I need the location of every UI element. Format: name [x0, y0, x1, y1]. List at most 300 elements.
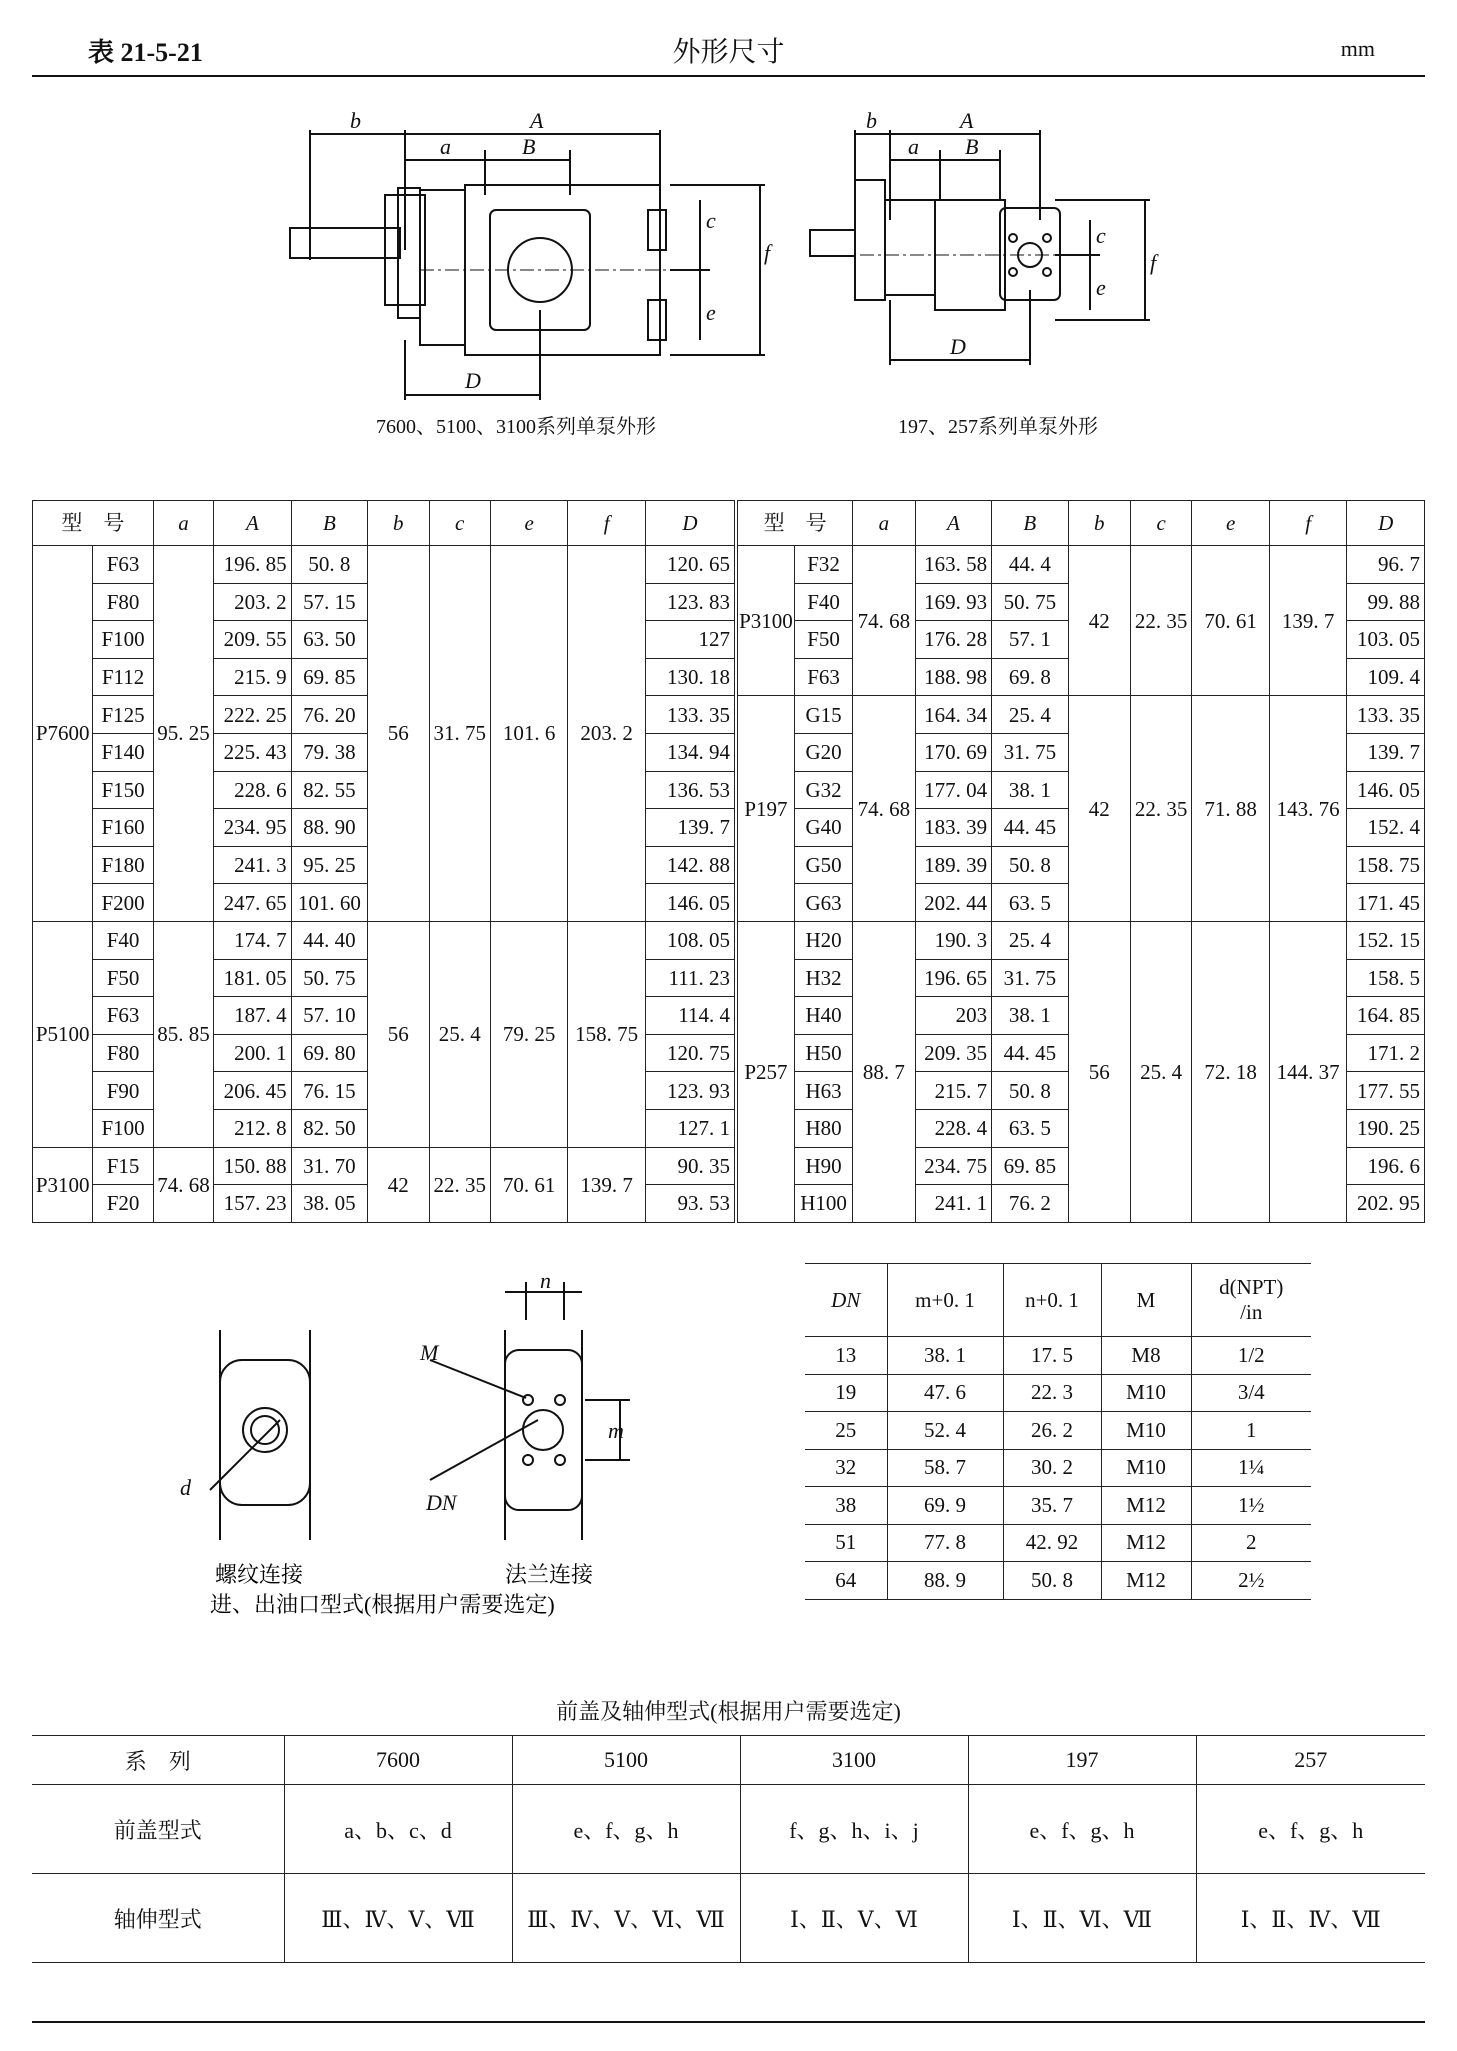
code-cell: F50 [794, 621, 852, 659]
B-cell: 50. 75 [992, 583, 1068, 621]
col-D: D [1347, 501, 1425, 546]
page-title: 外形尺寸 [672, 37, 785, 68]
e-cell: 71. 88 [1192, 696, 1270, 922]
c-cell: 25. 4 [429, 921, 490, 1147]
col-c: c [1130, 501, 1191, 546]
code-cell: F63 [794, 658, 852, 696]
A-cell: 228. 4 [915, 1109, 991, 1147]
cover-cell: 系 列 [32, 1736, 284, 1785]
D-cell: 158. 5 [1347, 959, 1425, 997]
col-m: m+0. 1 [887, 1264, 1003, 1337]
svg-text:a: a [908, 134, 919, 159]
port-cell: 1 [1191, 1412, 1311, 1450]
A-cell: 189. 39 [915, 846, 991, 884]
f-cell: 158. 75 [568, 921, 646, 1147]
f-cell: 139. 7 [568, 1147, 646, 1222]
code-cell: F32 [794, 546, 852, 584]
a-cell: 74. 68 [853, 696, 915, 922]
col-B: B [291, 501, 367, 546]
D-cell: 130. 18 [645, 658, 736, 696]
code-cell: H100 [794, 1185, 852, 1223]
code-cell: F90 [93, 1072, 153, 1110]
code-cell: F15 [93, 1147, 153, 1185]
svg-text:A: A [960, 108, 974, 133]
B-cell: 57. 1 [992, 621, 1068, 659]
code-cell: F100 [93, 621, 153, 659]
B-cell: 76. 2 [992, 1185, 1068, 1223]
table-row [805, 1524, 1311, 1562]
cover-cell: Ⅰ、Ⅱ、Ⅴ、Ⅵ [740, 1874, 968, 1963]
c-cell: 22. 35 [1130, 546, 1191, 696]
cover-cell: a、b、c、d [284, 1785, 512, 1874]
table-row [805, 1449, 1311, 1487]
code-cell: F50 [93, 959, 153, 997]
D-cell: 142. 88 [645, 846, 736, 884]
svg-text:B: B [522, 134, 536, 159]
a-cell: 95. 25 [153, 546, 213, 922]
cover-cell: 197 [968, 1736, 1196, 1785]
left-drawing-caption: 7600、5100、3100系列单泵外形 [376, 416, 656, 438]
port-cell: M10 [1101, 1449, 1191, 1487]
D-cell: 127. 1 [645, 1109, 736, 1147]
code-cell: F40 [794, 583, 852, 621]
B-cell: 63. 5 [992, 1109, 1068, 1147]
A-cell: 202. 44 [915, 884, 991, 922]
model-cell: P3100 [736, 546, 794, 696]
model-cell: P5100 [33, 921, 93, 1147]
D-cell: 108. 05 [645, 921, 736, 959]
col-a: a [853, 501, 915, 546]
a-cell: 85. 85 [153, 921, 213, 1147]
table-row [805, 1412, 1311, 1450]
A-cell: 215. 9 [214, 658, 292, 696]
port-cell: 2½ [1191, 1562, 1311, 1600]
code-cell: F20 [93, 1185, 153, 1223]
cover-cell: f、g、h、i、j [740, 1785, 968, 1874]
B-cell: 44. 45 [992, 1034, 1068, 1072]
table-row [33, 696, 1425, 734]
port-cell: 22. 3 [1003, 1374, 1101, 1412]
e-cell: 70. 61 [490, 1147, 568, 1222]
B-cell: 31. 75 [992, 733, 1068, 771]
B-cell: 50. 75 [291, 959, 367, 997]
code-cell: F140 [93, 733, 153, 771]
a-cell: 74. 68 [153, 1147, 213, 1222]
D-cell: 171. 45 [1347, 884, 1425, 922]
code-cell: H63 [794, 1072, 852, 1110]
D-cell: 158. 75 [1347, 846, 1425, 884]
port-cell: 17. 5 [1003, 1337, 1101, 1375]
col-e: e [490, 501, 568, 546]
col-B: B [992, 501, 1068, 546]
D-cell: 139. 7 [1347, 733, 1425, 771]
port-cell: 1/2 [1191, 1337, 1311, 1375]
port-cell: M12 [1101, 1487, 1191, 1525]
code-cell: H32 [794, 959, 852, 997]
port-cell: M10 [1101, 1412, 1191, 1450]
B-cell: 38. 05 [291, 1185, 367, 1223]
B-cell: 50. 8 [992, 846, 1068, 884]
port-cell: 25 [805, 1412, 887, 1450]
A-cell: 187. 4 [214, 997, 292, 1035]
unit-label: mm [1340, 36, 1375, 61]
code-cell: H80 [794, 1109, 852, 1147]
D-cell: 177. 55 [1347, 1072, 1425, 1110]
svg-text:D: D [465, 368, 481, 393]
B-cell: 25. 4 [992, 921, 1068, 959]
B-cell: 82. 55 [291, 771, 367, 809]
D-cell: 196. 6 [1347, 1147, 1425, 1185]
svg-text:f: f [764, 240, 771, 265]
b-cell: 42 [368, 1147, 429, 1222]
B-cell: 44. 40 [291, 921, 367, 959]
A-cell: 181. 05 [214, 959, 292, 997]
D-cell: 123. 93 [645, 1072, 736, 1110]
D-cell: 103. 05 [1347, 621, 1425, 659]
port-cell: M12 [1101, 1562, 1191, 1600]
e-cell: 70. 61 [1192, 546, 1270, 696]
table-row [32, 1874, 1425, 1963]
D-cell: 136. 53 [645, 771, 736, 809]
D-cell: 120. 65 [645, 546, 736, 584]
footer-rule [32, 2021, 1425, 2023]
port-cell: 2 [1191, 1524, 1311, 1562]
port-cell: 19 [805, 1374, 887, 1412]
c-cell: 25. 4 [1130, 921, 1191, 1222]
code-cell: G20 [794, 733, 852, 771]
A-cell: 196. 65 [915, 959, 991, 997]
cover-cell: 3100 [740, 1736, 968, 1785]
col-e: e [1192, 501, 1270, 546]
port-cell: 38 [805, 1487, 887, 1525]
cover-caption: 前盖及轴伸型式(根据用户需要选定) [556, 1699, 901, 1724]
svg-text:d: d [180, 1475, 191, 1500]
port-cell: 47. 6 [887, 1374, 1003, 1412]
col-d-npt: d(NPT) /in [1191, 1264, 1311, 1337]
D-cell: 111. 23 [645, 959, 736, 997]
port-cell: 38. 1 [887, 1337, 1003, 1375]
dims-header-row [33, 501, 1425, 546]
port-cell: 30. 2 [1003, 1449, 1101, 1487]
table-row [805, 1487, 1311, 1525]
A-cell: 163. 58 [915, 546, 991, 584]
port-cell: M8 [1101, 1337, 1191, 1375]
port-cell: 88. 9 [887, 1562, 1003, 1600]
col-a: a [153, 501, 213, 546]
D-cell: 123. 83 [645, 583, 736, 621]
A-cell: 212. 8 [214, 1109, 292, 1147]
code-cell: F150 [93, 771, 153, 809]
A-cell: 157. 23 [214, 1185, 292, 1223]
code-cell: G63 [794, 884, 852, 922]
table-number: 表 21-5-21 [88, 38, 203, 67]
header-rule [32, 75, 1425, 77]
port-cell: 42. 92 [1003, 1524, 1101, 1562]
col-b: b [368, 501, 429, 546]
D-cell: 134. 94 [645, 733, 736, 771]
cover-cell: Ⅲ、Ⅳ、Ⅴ、Ⅶ [284, 1874, 512, 1963]
D-cell: 127 [645, 621, 736, 659]
svg-text:b: b [866, 108, 877, 133]
col-f: f [1269, 501, 1347, 546]
port-type-drawing [160, 1268, 624, 1650]
A-cell: 206. 45 [214, 1072, 292, 1110]
code-cell: F180 [93, 846, 153, 884]
table-row [805, 1562, 1311, 1600]
f-cell: 143. 76 [1269, 696, 1347, 922]
dimensions-table [32, 500, 1425, 1223]
port-cell: 64 [805, 1562, 887, 1600]
svg-text:e: e [1096, 275, 1106, 300]
model-cell: P257 [736, 921, 794, 1222]
col-M: M [1101, 1264, 1191, 1337]
B-cell: 57. 15 [291, 583, 367, 621]
B-cell: 69. 80 [291, 1034, 367, 1072]
col-model: 型 号 [33, 501, 154, 546]
svg-text:A: A [530, 108, 544, 133]
A-cell: 150. 88 [214, 1147, 292, 1185]
code-cell: F63 [93, 997, 153, 1035]
port-cell: 58. 7 [887, 1449, 1003, 1487]
B-cell: 63. 50 [291, 621, 367, 659]
B-cell: 76. 20 [291, 696, 367, 734]
b-cell: 56 [368, 921, 429, 1147]
svg-text:c: c [1096, 223, 1106, 248]
code-cell: G40 [794, 809, 852, 847]
svg-text:n: n [540, 1268, 551, 1293]
model-cell: P7600 [33, 546, 93, 922]
svg-text:f: f [1150, 250, 1157, 275]
cover-cell: 前盖型式 [32, 1785, 284, 1874]
B-cell: 101. 60 [291, 884, 367, 922]
B-cell: 69. 85 [291, 658, 367, 696]
A-cell: 234. 75 [915, 1147, 991, 1185]
code-cell: H40 [794, 997, 852, 1035]
col-D: D [645, 501, 736, 546]
svg-text:m: m [608, 1418, 624, 1443]
B-cell: 25. 4 [992, 696, 1068, 734]
port-cell: 1¼ [1191, 1449, 1311, 1487]
D-cell: 99. 88 [1347, 583, 1425, 621]
code-cell: F200 [93, 884, 153, 922]
B-cell: 79. 38 [291, 733, 367, 771]
c-cell: 31. 75 [429, 546, 490, 922]
c-cell: 22. 35 [1130, 696, 1191, 922]
B-cell: 69. 85 [992, 1147, 1068, 1185]
cover-shaft-table [32, 1735, 1425, 1963]
D-cell: 190. 25 [1347, 1109, 1425, 1147]
A-cell: 234. 95 [214, 809, 292, 847]
code-cell: F160 [93, 809, 153, 847]
a-cell: 74. 68 [853, 546, 915, 696]
A-cell: 215. 7 [915, 1072, 991, 1110]
B-cell: 50. 8 [291, 546, 367, 584]
A-cell: 200. 1 [214, 1034, 292, 1072]
table-row [33, 921, 1425, 959]
cover-cell: 5100 [512, 1736, 740, 1785]
D-cell: 171. 2 [1347, 1034, 1425, 1072]
D-cell: 146. 05 [645, 884, 736, 922]
D-cell: 109. 4 [1347, 658, 1425, 696]
f-cell: 139. 7 [1269, 546, 1347, 696]
code-cell: F63 [93, 546, 153, 584]
D-cell: 133. 35 [645, 696, 736, 734]
port-caption: 进、出油口型式(根据用户需要选定) [210, 1592, 555, 1617]
table-row [32, 1785, 1425, 1874]
right-drawing-caption: 197、257系列单泵外形 [898, 416, 1098, 438]
code-cell: F80 [93, 1034, 153, 1072]
svg-text:B: B [965, 134, 979, 159]
code-cell: H90 [794, 1147, 852, 1185]
D-cell: 96. 7 [1347, 546, 1425, 584]
D-cell: 202. 95 [1347, 1185, 1425, 1223]
b-cell: 56 [1068, 921, 1130, 1222]
A-cell: 241. 1 [915, 1185, 991, 1223]
svg-text:c: c [706, 208, 716, 233]
b-cell: 42 [1068, 696, 1130, 922]
D-cell: 152. 4 [1347, 809, 1425, 847]
port-cell: 32 [805, 1449, 887, 1487]
svg-text:e: e [706, 300, 716, 325]
e-cell: 79. 25 [490, 921, 568, 1147]
pump-drawing-7600-5100-3100 [290, 110, 790, 410]
D-cell: 93. 53 [645, 1185, 736, 1223]
A-cell: 190. 3 [915, 921, 991, 959]
port-table [805, 1263, 1311, 1600]
A-cell: 177. 04 [915, 771, 991, 809]
cover-cell: e、f、g、h [1196, 1785, 1425, 1874]
cover-cell: Ⅰ、Ⅱ、Ⅳ、Ⅶ [1196, 1874, 1425, 1963]
D-cell: 152. 15 [1347, 921, 1425, 959]
D-cell: 133. 35 [1347, 696, 1425, 734]
B-cell: 31. 70 [291, 1147, 367, 1185]
B-cell: 57. 10 [291, 997, 367, 1035]
svg-text:D: D [950, 334, 966, 359]
code-cell: F40 [93, 921, 153, 959]
A-cell: 164. 34 [915, 696, 991, 734]
code-cell: H20 [794, 921, 852, 959]
A-cell: 188. 98 [915, 658, 991, 696]
D-cell: 120. 75 [645, 1034, 736, 1072]
cover-cell: Ⅲ、Ⅳ、Ⅴ、Ⅵ、Ⅶ [512, 1874, 740, 1963]
port-cell: 1½ [1191, 1487, 1311, 1525]
svg-text:b: b [350, 108, 361, 133]
threaded-label: 螺纹连接 [215, 1562, 304, 1587]
table-row [805, 1374, 1311, 1412]
B-cell: 63. 5 [992, 884, 1068, 922]
B-cell: 44. 45 [992, 809, 1068, 847]
port-cell: 52. 4 [887, 1412, 1003, 1450]
col-A: A [915, 501, 991, 546]
D-cell: 139. 7 [645, 809, 736, 847]
svg-text:DN: DN [426, 1490, 457, 1515]
c-cell: 22. 35 [429, 1147, 490, 1222]
A-cell: 209. 55 [214, 621, 292, 659]
col-A: A [214, 501, 292, 546]
A-cell: 209. 35 [915, 1034, 991, 1072]
port-cell: 51 [805, 1524, 887, 1562]
code-cell: F100 [93, 1109, 153, 1147]
D-cell: 114. 4 [645, 997, 736, 1035]
table-row [33, 546, 1425, 584]
col-f: f [568, 501, 646, 546]
pump-drawing-197-257 [800, 110, 1180, 380]
cover-cell: Ⅰ、Ⅱ、Ⅵ、Ⅶ [968, 1874, 1196, 1963]
col-c: c [429, 501, 490, 546]
f-cell: 203. 2 [568, 546, 646, 922]
D-cell: 146. 05 [1347, 771, 1425, 809]
svg-text:a: a [440, 134, 451, 159]
f-cell: 144. 37 [1269, 921, 1347, 1222]
model-cell: P3100 [33, 1147, 93, 1222]
A-cell: 228. 6 [214, 771, 292, 809]
A-cell: 170. 69 [915, 733, 991, 771]
B-cell: 88. 90 [291, 809, 367, 847]
code-cell: H50 [794, 1034, 852, 1072]
model-cell: P197 [736, 696, 794, 922]
B-cell: 69. 8 [992, 658, 1068, 696]
cover-cell: e、f、g、h [512, 1785, 740, 1874]
port-cell: 13 [805, 1337, 887, 1375]
A-cell: 203 [915, 997, 991, 1035]
B-cell: 76. 15 [291, 1072, 367, 1110]
b-cell: 56 [368, 546, 429, 922]
A-cell: 241. 3 [214, 846, 292, 884]
B-cell: 38. 1 [992, 771, 1068, 809]
code-cell: F112 [93, 658, 153, 696]
B-cell: 82. 50 [291, 1109, 367, 1147]
B-cell: 50. 8 [992, 1072, 1068, 1110]
code-cell: F125 [93, 696, 153, 734]
A-cell: 174. 7 [214, 921, 292, 959]
B-cell: 38. 1 [992, 997, 1068, 1035]
B-cell: 31. 75 [992, 959, 1068, 997]
e-cell: 72. 18 [1192, 921, 1270, 1222]
D-cell: 164. 85 [1347, 997, 1425, 1035]
code-cell: F80 [93, 583, 153, 621]
port-cell: 69. 9 [887, 1487, 1003, 1525]
A-cell: 176. 28 [915, 621, 991, 659]
col-model: 型 号 [736, 501, 853, 546]
cover-cell: 7600 [284, 1736, 512, 1785]
port-cell: 3/4 [1191, 1374, 1311, 1412]
svg-text:M: M [420, 1340, 439, 1365]
col-b: b [1068, 501, 1130, 546]
port-cell: M12 [1101, 1524, 1191, 1562]
B-cell: 95. 25 [291, 846, 367, 884]
A-cell: 169. 93 [915, 583, 991, 621]
a-cell: 88. 7 [853, 921, 915, 1222]
e-cell: 101. 6 [490, 546, 568, 922]
table-row [805, 1337, 1311, 1375]
A-cell: 183. 39 [915, 809, 991, 847]
cover-cell: 轴伸型式 [32, 1874, 284, 1963]
cover-cell: e、f、g、h [968, 1785, 1196, 1874]
col-dn: DN [805, 1264, 887, 1337]
port-cell: M10 [1101, 1374, 1191, 1412]
cover-cell: 257 [1196, 1736, 1425, 1785]
port-header-row [805, 1264, 1311, 1337]
A-cell: 203. 2 [214, 583, 292, 621]
port-cell: 77. 8 [887, 1524, 1003, 1562]
code-cell: G32 [794, 771, 852, 809]
col-n: n+0. 1 [1003, 1264, 1101, 1337]
A-cell: 222. 25 [214, 696, 292, 734]
port-cell: 35. 7 [1003, 1487, 1101, 1525]
A-cell: 196. 85 [214, 546, 292, 584]
A-cell: 247. 65 [214, 884, 292, 922]
table-row [32, 1736, 1425, 1785]
